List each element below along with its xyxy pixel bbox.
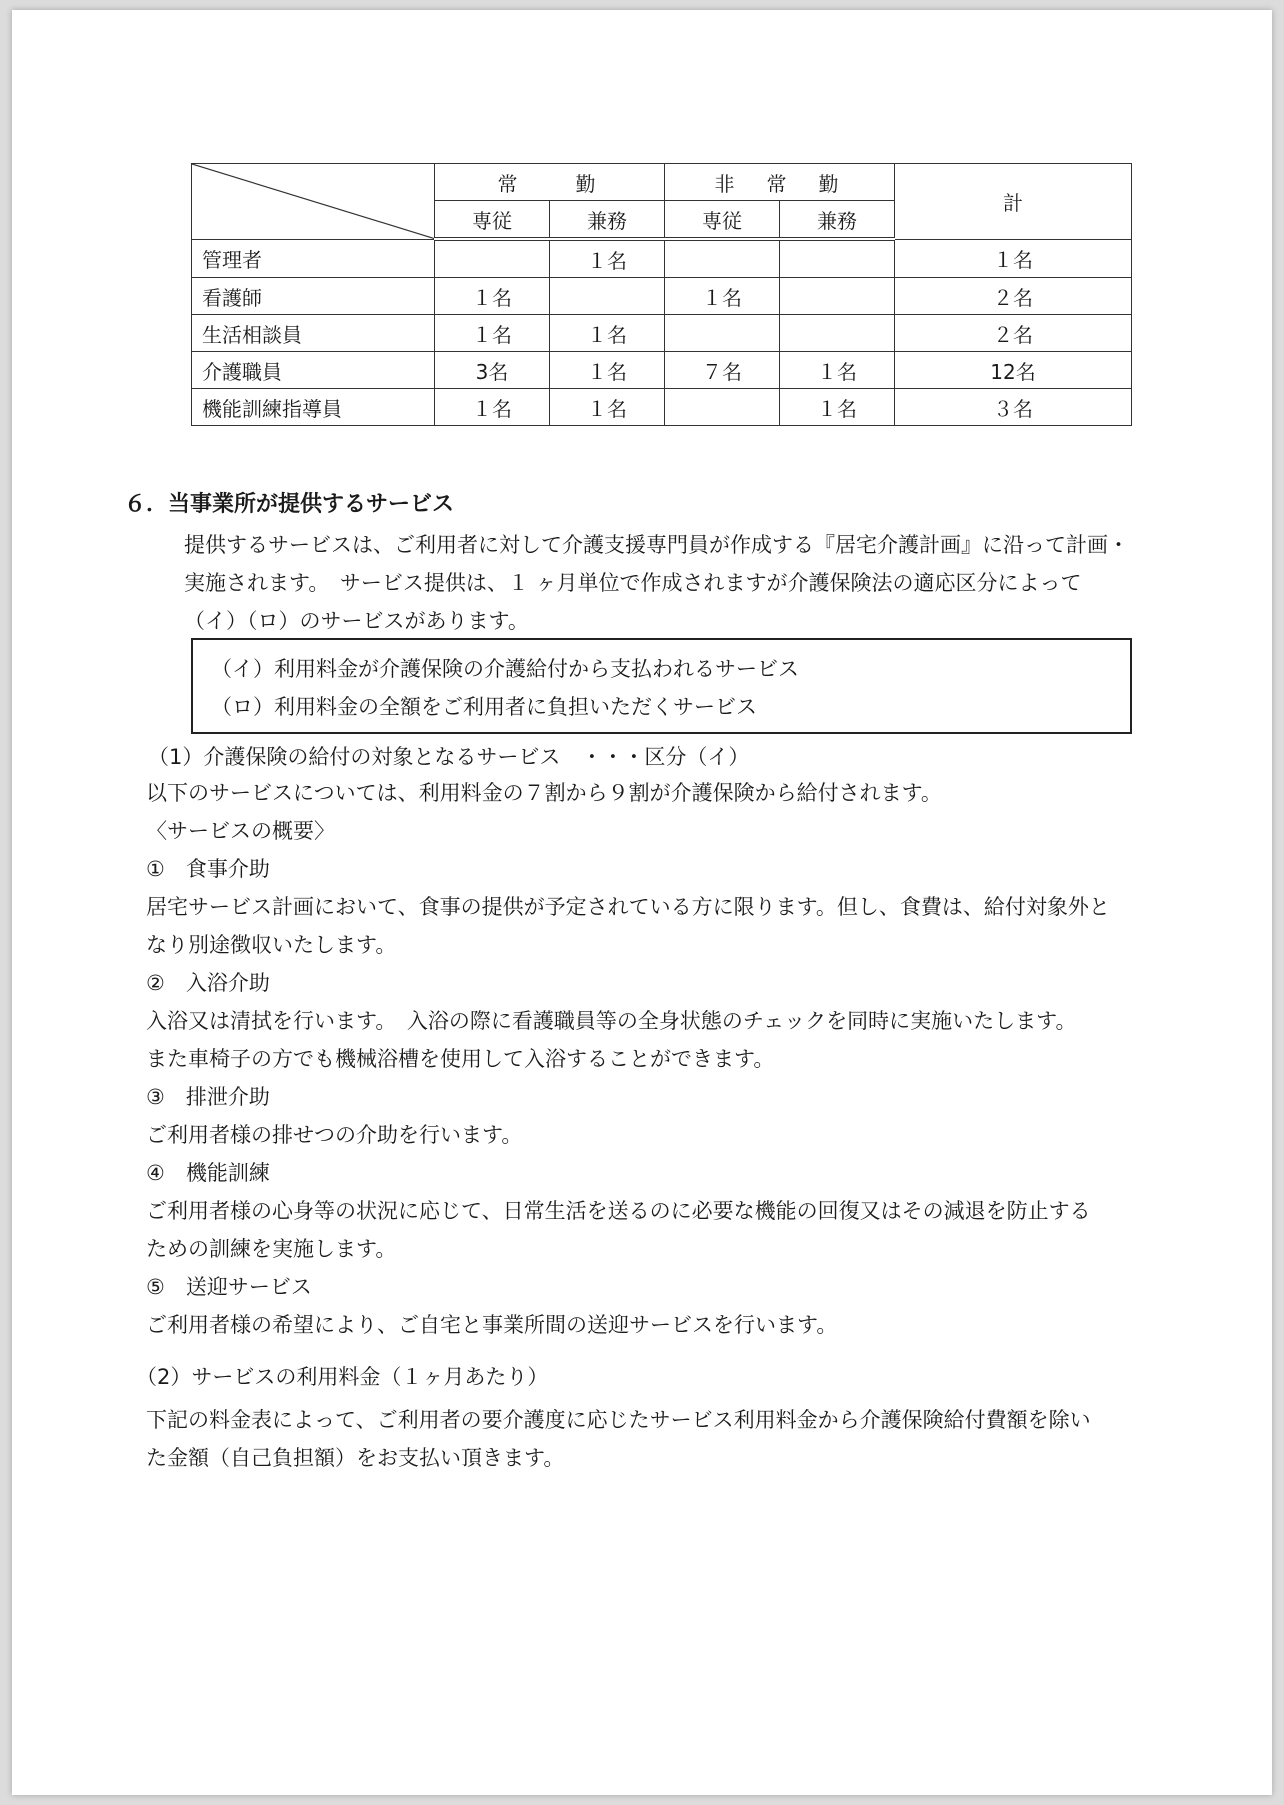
item-line: 入浴又は清拭を行います。 入浴の際に看護職員等の全身状態のチェックを同時に実施いたします。	[146, 1009, 1077, 1033]
item-title: ③ 排泄介助	[146, 1085, 270, 1109]
role-cell: 看護師	[192, 278, 435, 315]
category-i: （イ）利用料金が介護保険の介護給付から支払われるサービス	[211, 657, 799, 681]
ft-concurrent-cell: １名	[550, 389, 665, 426]
intro-line: （イ）（ロ）のサービスがあります。	[184, 609, 529, 633]
ft-dedicated-cell: 3名	[435, 352, 550, 389]
item-title: ⑤ 送迎サービス	[146, 1275, 312, 1299]
ft-dedicated-cell	[435, 239, 550, 278]
item-line: ための訓練を実施します。	[146, 1237, 397, 1261]
pt-concurrent-cell	[780, 278, 895, 315]
header-ft-concurrent: 兼務	[550, 201, 665, 240]
desc-line: 下記の料金表によって、ご利用者の要介護度に応じたサービス利用料金から介護保険給付費額を除い	[146, 1408, 1091, 1432]
header-total: 計	[895, 164, 1132, 240]
item-line: ご利用者様の希望により、ご自宅と事業所間の送迎サービスを行います。	[146, 1313, 838, 1337]
total-cell: ２名	[895, 278, 1132, 315]
item-line: 居宅サービス計画において、食事の提供が予定されている方に限ります。但し、食費は、給付対象外と	[146, 895, 1110, 919]
pt-dedicated-cell	[665, 389, 780, 426]
service-overview	[146, 774, 1110, 1344]
table-row	[192, 389, 1132, 426]
total-cell: ２名	[895, 315, 1132, 352]
role-cell: 生活相談員	[192, 315, 435, 352]
item-title: ① 食事介助	[146, 857, 270, 881]
diagonal-line	[192, 164, 434, 239]
table-row	[192, 278, 1132, 315]
item-title: ② 入浴介助	[146, 971, 270, 995]
header-fulltime: 常 勤	[435, 164, 665, 201]
item-line: ご利用者様の排せつの介助を行います。	[146, 1123, 523, 1147]
ft-dedicated-cell: １名	[435, 315, 550, 352]
category-ro: （ロ）利用料金の全額をご利用者に負担いただくサービス	[211, 695, 757, 719]
role-cell: 管理者	[192, 239, 435, 278]
pt-concurrent-cell	[780, 315, 895, 352]
ft-dedicated-cell: １名	[435, 389, 550, 426]
subsection-2-title: （2）サービスの利用料金（１ヶ月あたり）	[136, 1365, 549, 1389]
ft-concurrent-cell	[550, 278, 665, 315]
total-cell: １名	[895, 239, 1132, 278]
role-cell: 介護職員	[192, 352, 435, 389]
header-ft-dedicated: 専従	[435, 201, 550, 240]
intro-paragraph	[184, 526, 1129, 640]
ft-concurrent-cell: １名	[550, 352, 665, 389]
section-heading: ６．当事業所が提供するサービス	[124, 492, 455, 517]
table-row	[192, 239, 1132, 278]
table-corner-cell	[192, 164, 435, 240]
pt-concurrent-cell: １名	[780, 389, 895, 426]
pt-dedicated-cell: １名	[665, 278, 780, 315]
desc-line: た金額（自己負担額）をお支払い頂きます。	[146, 1446, 565, 1470]
subsection-1-title: （1）介護保険の給付の対象となるサービス ・・・区分（イ）	[148, 745, 750, 769]
staff-table	[191, 163, 1132, 426]
header-pt-dedicated: 専従	[665, 201, 780, 240]
service-category-box	[191, 638, 1132, 734]
document-page	[12, 10, 1272, 1795]
table-row	[192, 352, 1132, 389]
pt-concurrent-cell	[780, 239, 895, 278]
subsection-2-desc	[146, 1401, 1091, 1477]
item-title: ④ 機能訓練	[146, 1161, 270, 1185]
table-row	[192, 315, 1132, 352]
item-line: なり別途徴収いたします。	[146, 933, 397, 957]
pt-concurrent-cell: １名	[780, 352, 895, 389]
pt-dedicated-cell: ７名	[665, 352, 780, 389]
role-cell: 機能訓練指導員	[192, 389, 435, 426]
header-parttime: 非 常 勤	[665, 164, 895, 201]
intro-line: 実施されます。 サービス提供は、１ ヶ月単位で作成されますが介護保険法の適応区分によって	[184, 571, 1082, 595]
intro-line: 提供するサービスは、ご利用者に対して介護支援専門員が作成する『居宅介護計画』に沿って計画・	[184, 533, 1129, 557]
ft-concurrent-cell: １名	[550, 315, 665, 352]
ft-dedicated-cell: １名	[435, 278, 550, 315]
pt-dedicated-cell	[665, 315, 780, 352]
header-pt-concurrent: 兼務	[780, 201, 895, 240]
total-cell: ３名	[895, 389, 1132, 426]
overview-label: 〈サービスの概要〉	[146, 819, 335, 843]
ft-concurrent-cell: １名	[550, 239, 665, 278]
total-cell: 12名	[895, 352, 1132, 389]
item-line: また車椅子の方でも機械浴槽を使用して入浴することができます。	[146, 1047, 775, 1071]
subsection-1-desc: 以下のサービスについては、利用料金の７割から９割が介護保険から給付されます。	[146, 781, 942, 805]
pt-dedicated-cell	[665, 239, 780, 278]
item-line: ご利用者様の心身等の状況に応じて、日常生活を送るのに必要な機能の回復又はその減退を防止する	[146, 1199, 1091, 1223]
